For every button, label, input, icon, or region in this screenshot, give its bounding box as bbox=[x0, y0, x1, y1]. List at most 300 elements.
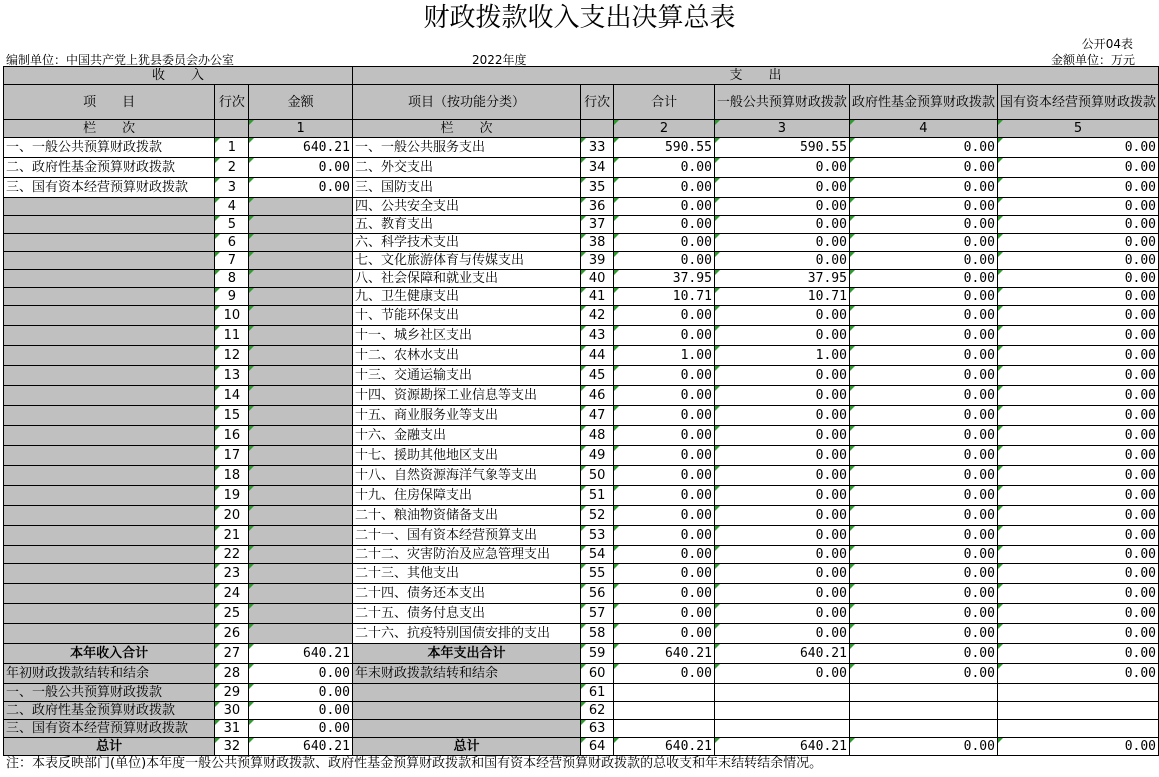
expense-row-no: 53 bbox=[581, 526, 614, 546]
expense-soe-budget: 0.00 bbox=[997, 526, 1158, 546]
expense-general-budget: 0.00 bbox=[714, 486, 849, 506]
budget-table bbox=[3, 66, 1159, 756]
income-item bbox=[4, 306, 215, 326]
expense-row-no: 48 bbox=[581, 426, 614, 446]
expense-general-budget: 0.00 bbox=[714, 234, 849, 252]
expense-row-no: 55 bbox=[581, 564, 614, 584]
expense-item: 十四、资源勘探工业信息等支出 bbox=[352, 386, 580, 406]
expense-gov-fund: 0.00 bbox=[849, 288, 997, 306]
fiscal-year: 2022年度 bbox=[472, 53, 527, 67]
income-row-no: 15 bbox=[215, 406, 249, 426]
summary-income-item: 总计 bbox=[4, 738, 215, 756]
income-row-no: 25 bbox=[215, 604, 249, 624]
expense-row-no: 57 bbox=[581, 604, 614, 624]
summary-row bbox=[4, 702, 1159, 720]
expense-item: 六、科学技术支出 bbox=[352, 234, 580, 252]
table-row bbox=[4, 624, 1159, 644]
summary-expense-item bbox=[352, 684, 580, 702]
summary-expense-total bbox=[614, 684, 715, 702]
table-row bbox=[4, 526, 1159, 546]
summary-income-amount: 640.21 bbox=[249, 738, 353, 756]
table-row bbox=[4, 486, 1159, 506]
table-row bbox=[4, 270, 1159, 288]
expense-general-budget: 0.00 bbox=[714, 198, 849, 216]
summary-expense-row-no: 63 bbox=[581, 720, 614, 738]
summary-general-budget: 640.21 bbox=[714, 644, 849, 664]
table-row bbox=[4, 252, 1159, 270]
income-amount bbox=[249, 288, 353, 306]
summary-expense-item: 总计 bbox=[352, 738, 580, 756]
expense-soe-budget: 0.00 bbox=[997, 624, 1158, 644]
total-header: 合计 bbox=[614, 85, 715, 120]
expense-item: 十八、自然资源海洋气象等支出 bbox=[352, 466, 580, 486]
expense-gov-fund: 0.00 bbox=[849, 526, 997, 546]
expense-gov-fund: 0.00 bbox=[849, 386, 997, 406]
expense-soe-budget: 0.00 bbox=[997, 564, 1158, 584]
income-row-no: 20 bbox=[215, 506, 249, 526]
expense-item-header: 项目（按功能分类） bbox=[352, 85, 580, 120]
income-item bbox=[4, 546, 215, 564]
expense-row-no: 41 bbox=[581, 288, 614, 306]
income-row-no: 24 bbox=[215, 584, 249, 604]
summary-expense-total: 0.00 bbox=[614, 664, 715, 684]
expense-item: 三、国防支出 bbox=[352, 178, 580, 198]
expense-general-budget: 0.00 bbox=[714, 506, 849, 526]
expense-soe-budget: 0.00 bbox=[997, 178, 1158, 198]
expense-soe-budget: 0.00 bbox=[997, 366, 1158, 386]
expense-item: 二十二、灾害防治及应急管理支出 bbox=[352, 546, 580, 564]
expense-general-budget: 10.71 bbox=[714, 288, 849, 306]
summary-gov-fund bbox=[849, 720, 997, 738]
summary-expense-total: 640.21 bbox=[614, 644, 715, 664]
expense-row-no: 43 bbox=[581, 326, 614, 346]
expense-gov-fund: 0.00 bbox=[849, 270, 997, 288]
footnote: 注：本表反映部门(单位)本年度一般公共预算财政拨款、政府性基金预算财政拨款和国有资本经营预算财政拨款的总收支和年末结转结余情况。 bbox=[6, 756, 823, 771]
income-amount bbox=[249, 326, 353, 346]
expense-soe-budget: 0.00 bbox=[997, 216, 1158, 234]
income-row-no: 18 bbox=[215, 466, 249, 486]
summary-soe-budget: 0.00 bbox=[997, 664, 1158, 684]
income-amount bbox=[249, 270, 353, 288]
expense-soe-budget: 0.00 bbox=[997, 198, 1158, 216]
column-number: 1 bbox=[249, 120, 353, 138]
summary-income-amount: 640.21 bbox=[249, 644, 353, 664]
expense-gov-fund: 0.00 bbox=[849, 158, 997, 178]
income-row-no: 6 bbox=[215, 234, 249, 252]
table-row bbox=[4, 466, 1159, 486]
expense-row-no: 38 bbox=[581, 234, 614, 252]
table-row bbox=[4, 426, 1159, 446]
expense-item: 十九、住房保障支出 bbox=[352, 486, 580, 506]
expense-item: 一、一般公共服务支出 bbox=[352, 138, 580, 158]
income-amount bbox=[249, 346, 353, 366]
summary-general-budget: 0.00 bbox=[714, 664, 849, 684]
expense-soe-budget: 0.00 bbox=[997, 506, 1158, 526]
expense-total: 0.00 bbox=[614, 446, 715, 466]
expense-soe-budget: 0.00 bbox=[997, 138, 1158, 158]
expense-total: 10.71 bbox=[614, 288, 715, 306]
expense-soe-budget: 0.00 bbox=[997, 406, 1158, 426]
income-item bbox=[4, 326, 215, 346]
expense-total: 0.00 bbox=[614, 216, 715, 234]
summary-soe-budget: 0.00 bbox=[997, 738, 1158, 756]
income-amount bbox=[249, 526, 353, 546]
expense-soe-budget: 0.00 bbox=[997, 306, 1158, 326]
income-item bbox=[4, 446, 215, 466]
expense-gov-fund: 0.00 bbox=[849, 486, 997, 506]
expense-general-budget: 0.00 bbox=[714, 564, 849, 584]
income-amount: 640.21 bbox=[249, 138, 353, 158]
expense-general-budget: 0.00 bbox=[714, 604, 849, 624]
column-label: 栏 次 bbox=[352, 120, 580, 138]
summary-expense-total bbox=[614, 702, 715, 720]
income-item bbox=[4, 486, 215, 506]
income-amount bbox=[249, 306, 353, 326]
expense-general-budget: 1.00 bbox=[714, 346, 849, 366]
column-number: 5 bbox=[997, 120, 1158, 138]
expense-gov-fund: 0.00 bbox=[849, 506, 997, 526]
table-row bbox=[4, 306, 1159, 326]
expense-soe-budget: 0.00 bbox=[997, 604, 1158, 624]
expense-item: 二十、粮油物资储备支出 bbox=[352, 506, 580, 526]
income-header: 收 入 bbox=[4, 67, 353, 85]
expense-gov-fund: 0.00 bbox=[849, 426, 997, 446]
table-row bbox=[4, 546, 1159, 564]
form-code: 公开04表 bbox=[1081, 37, 1133, 51]
table-row bbox=[4, 446, 1159, 466]
table-row bbox=[4, 604, 1159, 624]
expense-general-budget: 0.00 bbox=[714, 306, 849, 326]
summary-expense-item bbox=[352, 720, 580, 738]
expense-general-budget: 0.00 bbox=[714, 386, 849, 406]
income-row-no: 26 bbox=[215, 624, 249, 644]
expense-total: 0.00 bbox=[614, 546, 715, 564]
summary-income-row-no: 31 bbox=[215, 720, 249, 738]
income-item bbox=[4, 604, 215, 624]
expense-gov-fund: 0.00 bbox=[849, 366, 997, 386]
summary-income-item: 二、政府性基金预算财政拨款 bbox=[4, 702, 215, 720]
expense-total: 0.00 bbox=[614, 252, 715, 270]
summary-gov-fund bbox=[849, 684, 997, 702]
income-amount bbox=[249, 624, 353, 644]
expense-total: 0.00 bbox=[614, 486, 715, 506]
expense-total: 1.00 bbox=[614, 346, 715, 366]
summary-income-row-no: 30 bbox=[215, 702, 249, 720]
income-row-no: 17 bbox=[215, 446, 249, 466]
income-item bbox=[4, 564, 215, 584]
income-row-no: 7 bbox=[215, 252, 249, 270]
income-row-no: 1 bbox=[215, 138, 249, 158]
summary-soe-budget bbox=[997, 684, 1158, 702]
expense-gov-fund: 0.00 bbox=[849, 138, 997, 158]
income-item bbox=[4, 466, 215, 486]
expense-total: 0.00 bbox=[614, 158, 715, 178]
general-budget-header: 一般公共预算财政拨款 bbox=[714, 85, 849, 120]
summary-income-item: 本年收入合计 bbox=[4, 644, 215, 664]
expense-general-budget: 37.95 bbox=[714, 270, 849, 288]
income-item bbox=[4, 366, 215, 386]
expense-row-no: 34 bbox=[581, 158, 614, 178]
expense-general-budget: 0.00 bbox=[714, 584, 849, 604]
compiling-unit: 编制单位：中国共产党上犹县委员会办公室 bbox=[6, 53, 235, 67]
expense-row-no: 35 bbox=[581, 178, 614, 198]
expense-general-budget: 0.00 bbox=[714, 406, 849, 426]
expense-general-budget: 0.00 bbox=[714, 216, 849, 234]
summary-income-amount: 0.00 bbox=[249, 720, 353, 738]
expense-total: 0.00 bbox=[614, 604, 715, 624]
expense-soe-budget: 0.00 bbox=[997, 326, 1158, 346]
expense-item: 十六、金融支出 bbox=[352, 426, 580, 446]
table-row bbox=[4, 234, 1159, 252]
expense-row-no: 49 bbox=[581, 446, 614, 466]
income-row-no: 19 bbox=[215, 486, 249, 506]
summary-expense-row-no: 61 bbox=[581, 684, 614, 702]
summary-general-budget: 640.21 bbox=[714, 738, 849, 756]
expense-item: 十三、交通运输支出 bbox=[352, 366, 580, 386]
income-row-no: 23 bbox=[215, 564, 249, 584]
expense-row-no: 47 bbox=[581, 406, 614, 426]
table-row bbox=[4, 584, 1159, 604]
expense-item: 二十三、其他支出 bbox=[352, 564, 580, 584]
expense-row-no: 42 bbox=[581, 306, 614, 326]
summary-expense-item bbox=[352, 702, 580, 720]
expense-row-no: 45 bbox=[581, 366, 614, 386]
income-item-header: 项 目 bbox=[4, 85, 215, 120]
expense-soe-budget: 0.00 bbox=[997, 486, 1158, 506]
column-label-blank bbox=[215, 120, 249, 138]
summary-gov-fund: 0.00 bbox=[849, 664, 997, 684]
expense-soe-budget: 0.00 bbox=[997, 466, 1158, 486]
table-row bbox=[4, 138, 1159, 158]
expense-item: 十二、农林水支出 bbox=[352, 346, 580, 366]
expense-total: 0.00 bbox=[614, 506, 715, 526]
expense-item: 二十四、债务还本支出 bbox=[352, 584, 580, 604]
expense-gov-fund: 0.00 bbox=[849, 326, 997, 346]
expense-general-budget: 0.00 bbox=[714, 466, 849, 486]
expense-total: 0.00 bbox=[614, 178, 715, 198]
income-amount bbox=[249, 216, 353, 234]
income-item bbox=[4, 426, 215, 446]
expense-general-budget: 0.00 bbox=[714, 546, 849, 564]
income-amount bbox=[249, 564, 353, 584]
expense-gov-fund: 0.00 bbox=[849, 446, 997, 466]
expense-row-no: 58 bbox=[581, 624, 614, 644]
expense-row-no: 40 bbox=[581, 270, 614, 288]
expense-general-budget: 0.00 bbox=[714, 526, 849, 546]
income-row-no: 10 bbox=[215, 306, 249, 326]
currency-unit: 金额单位：万元 bbox=[1050, 53, 1135, 67]
summary-income-item: 一、一般公共预算财政拨款 bbox=[4, 684, 215, 702]
expense-gov-fund: 0.00 bbox=[849, 346, 997, 366]
expense-gov-fund: 0.00 bbox=[849, 564, 997, 584]
expense-item: 五、教育支出 bbox=[352, 216, 580, 234]
expense-total: 0.00 bbox=[614, 564, 715, 584]
income-item bbox=[4, 288, 215, 306]
expense-item: 九、卫生健康支出 bbox=[352, 288, 580, 306]
income-amount bbox=[249, 426, 353, 446]
income-item bbox=[4, 216, 215, 234]
expense-general-budget: 0.00 bbox=[714, 624, 849, 644]
column-label-blank bbox=[581, 120, 614, 138]
expense-soe-budget: 0.00 bbox=[997, 426, 1158, 446]
amount-header: 金额 bbox=[249, 85, 353, 120]
expense-soe-budget: 0.00 bbox=[997, 546, 1158, 564]
table-row bbox=[4, 506, 1159, 526]
expense-gov-fund: 0.00 bbox=[849, 306, 997, 326]
expense-total: 0.00 bbox=[614, 306, 715, 326]
summary-expense-item: 年末财政拨款结转和结余 bbox=[352, 664, 580, 684]
summary-row bbox=[4, 644, 1159, 664]
summary-soe-budget bbox=[997, 702, 1158, 720]
summary-expense-row-no: 60 bbox=[581, 664, 614, 684]
expense-general-budget: 0.00 bbox=[714, 366, 849, 386]
summary-soe-budget: 0.00 bbox=[997, 644, 1158, 664]
expense-total: 0.00 bbox=[614, 366, 715, 386]
expense-row-no: 33 bbox=[581, 138, 614, 158]
income-item bbox=[4, 198, 215, 216]
expense-gov-fund: 0.00 bbox=[849, 466, 997, 486]
income-item bbox=[4, 506, 215, 526]
expense-item: 二十一、国有资本经营预算支出 bbox=[352, 526, 580, 546]
income-row-no: 2 bbox=[215, 158, 249, 178]
expense-gov-fund: 0.00 bbox=[849, 584, 997, 604]
expense-row-no: 54 bbox=[581, 546, 614, 564]
income-row-no: 9 bbox=[215, 288, 249, 306]
column-number: 3 bbox=[714, 120, 849, 138]
summary-gov-fund: 0.00 bbox=[849, 738, 997, 756]
income-amount bbox=[249, 466, 353, 486]
expense-general-budget: 0.00 bbox=[714, 252, 849, 270]
column-number: 2 bbox=[614, 120, 715, 138]
expense-gov-fund: 0.00 bbox=[849, 406, 997, 426]
income-row-no: 16 bbox=[215, 426, 249, 446]
soe-budget-header: 国有资本经营预算财政拨款 bbox=[997, 85, 1158, 120]
income-amount bbox=[249, 486, 353, 506]
table-row bbox=[4, 216, 1159, 234]
income-item: 一、一般公共预算财政拨款 bbox=[4, 138, 215, 158]
summary-expense-total bbox=[614, 720, 715, 738]
income-item bbox=[4, 234, 215, 252]
summary-income-row-no: 29 bbox=[215, 684, 249, 702]
expense-general-budget: 0.00 bbox=[714, 446, 849, 466]
income-amount bbox=[249, 546, 353, 564]
summary-income-amount: 0.00 bbox=[249, 684, 353, 702]
expense-gov-fund: 0.00 bbox=[849, 252, 997, 270]
expense-general-budget: 590.55 bbox=[714, 138, 849, 158]
expense-item: 二十五、债务付息支出 bbox=[352, 604, 580, 624]
expense-row-no-header: 行次 bbox=[581, 85, 614, 120]
income-amount bbox=[249, 446, 353, 466]
summary-gov-fund: 0.00 bbox=[849, 644, 997, 664]
expense-general-budget: 0.00 bbox=[714, 158, 849, 178]
income-amount bbox=[249, 386, 353, 406]
income-row-no: 22 bbox=[215, 546, 249, 564]
income-row-no: 13 bbox=[215, 366, 249, 386]
income-amount bbox=[249, 366, 353, 386]
table-row bbox=[4, 178, 1159, 198]
summary-row bbox=[4, 664, 1159, 684]
income-amount bbox=[249, 198, 353, 216]
expense-item: 十五、商业服务业等支出 bbox=[352, 406, 580, 426]
income-item bbox=[4, 252, 215, 270]
income-item bbox=[4, 526, 215, 546]
expense-row-no: 56 bbox=[581, 584, 614, 604]
summary-income-row-no: 32 bbox=[215, 738, 249, 756]
table-row bbox=[4, 406, 1159, 426]
income-row-no: 11 bbox=[215, 326, 249, 346]
income-item bbox=[4, 270, 215, 288]
column-label: 栏 次 bbox=[4, 120, 215, 138]
expense-total: 0.00 bbox=[614, 526, 715, 546]
expense-total: 0.00 bbox=[614, 326, 715, 346]
expense-total: 0.00 bbox=[614, 386, 715, 406]
income-amount bbox=[249, 506, 353, 526]
summary-general-budget bbox=[714, 684, 849, 702]
summary-expense-item: 本年支出合计 bbox=[352, 644, 580, 664]
income-row-no: 21 bbox=[215, 526, 249, 546]
summary-income-amount: 0.00 bbox=[249, 702, 353, 720]
expense-item: 二十六、抗疫特别国债安排的支出 bbox=[352, 624, 580, 644]
table-row bbox=[4, 564, 1159, 584]
column-number: 4 bbox=[849, 120, 997, 138]
expense-row-no: 50 bbox=[581, 466, 614, 486]
table-row bbox=[4, 288, 1159, 306]
expense-total: 0.00 bbox=[614, 584, 715, 604]
expense-total: 0.00 bbox=[614, 198, 715, 216]
expense-gov-fund: 0.00 bbox=[849, 178, 997, 198]
expense-total: 0.00 bbox=[614, 426, 715, 446]
table-row bbox=[4, 198, 1159, 216]
income-amount bbox=[249, 604, 353, 624]
expense-soe-budget: 0.00 bbox=[997, 270, 1158, 288]
summary-soe-budget bbox=[997, 720, 1158, 738]
summary-general-budget bbox=[714, 702, 849, 720]
expense-row-no: 46 bbox=[581, 386, 614, 406]
income-amount: 0.00 bbox=[249, 178, 353, 198]
page-title: 财政拨款收入支出决算总表 bbox=[423, 3, 736, 33]
income-item: 二、政府性基金预算财政拨款 bbox=[4, 158, 215, 178]
expense-total: 0.00 bbox=[614, 406, 715, 426]
table-row bbox=[4, 158, 1159, 178]
expense-row-no: 36 bbox=[581, 198, 614, 216]
expense-gov-fund: 0.00 bbox=[849, 216, 997, 234]
expense-gov-fund: 0.00 bbox=[849, 546, 997, 564]
income-amount bbox=[249, 406, 353, 426]
income-amount bbox=[249, 584, 353, 604]
expense-row-no: 44 bbox=[581, 346, 614, 366]
summary-expense-total: 640.21 bbox=[614, 738, 715, 756]
expense-soe-budget: 0.00 bbox=[997, 584, 1158, 604]
table-row bbox=[4, 346, 1159, 366]
expense-item: 七、文化旅游体育与传媒支出 bbox=[352, 252, 580, 270]
expense-row-no: 39 bbox=[581, 252, 614, 270]
expense-gov-fund: 0.00 bbox=[849, 604, 997, 624]
income-amount bbox=[249, 252, 353, 270]
expense-soe-budget: 0.00 bbox=[997, 446, 1158, 466]
summary-expense-row-no: 62 bbox=[581, 702, 614, 720]
income-amount: 0.00 bbox=[249, 158, 353, 178]
expense-total: 0.00 bbox=[614, 466, 715, 486]
income-row-no: 12 bbox=[215, 346, 249, 366]
income-row-no-header: 行次 bbox=[215, 85, 249, 120]
expense-total: 590.55 bbox=[614, 138, 715, 158]
expense-gov-fund: 0.00 bbox=[849, 624, 997, 644]
expense-item: 十七、援助其他地区支出 bbox=[352, 446, 580, 466]
summary-expense-row-no: 64 bbox=[581, 738, 614, 756]
expense-total: 37.95 bbox=[614, 270, 715, 288]
expense-soe-budget: 0.00 bbox=[997, 386, 1158, 406]
income-item bbox=[4, 346, 215, 366]
